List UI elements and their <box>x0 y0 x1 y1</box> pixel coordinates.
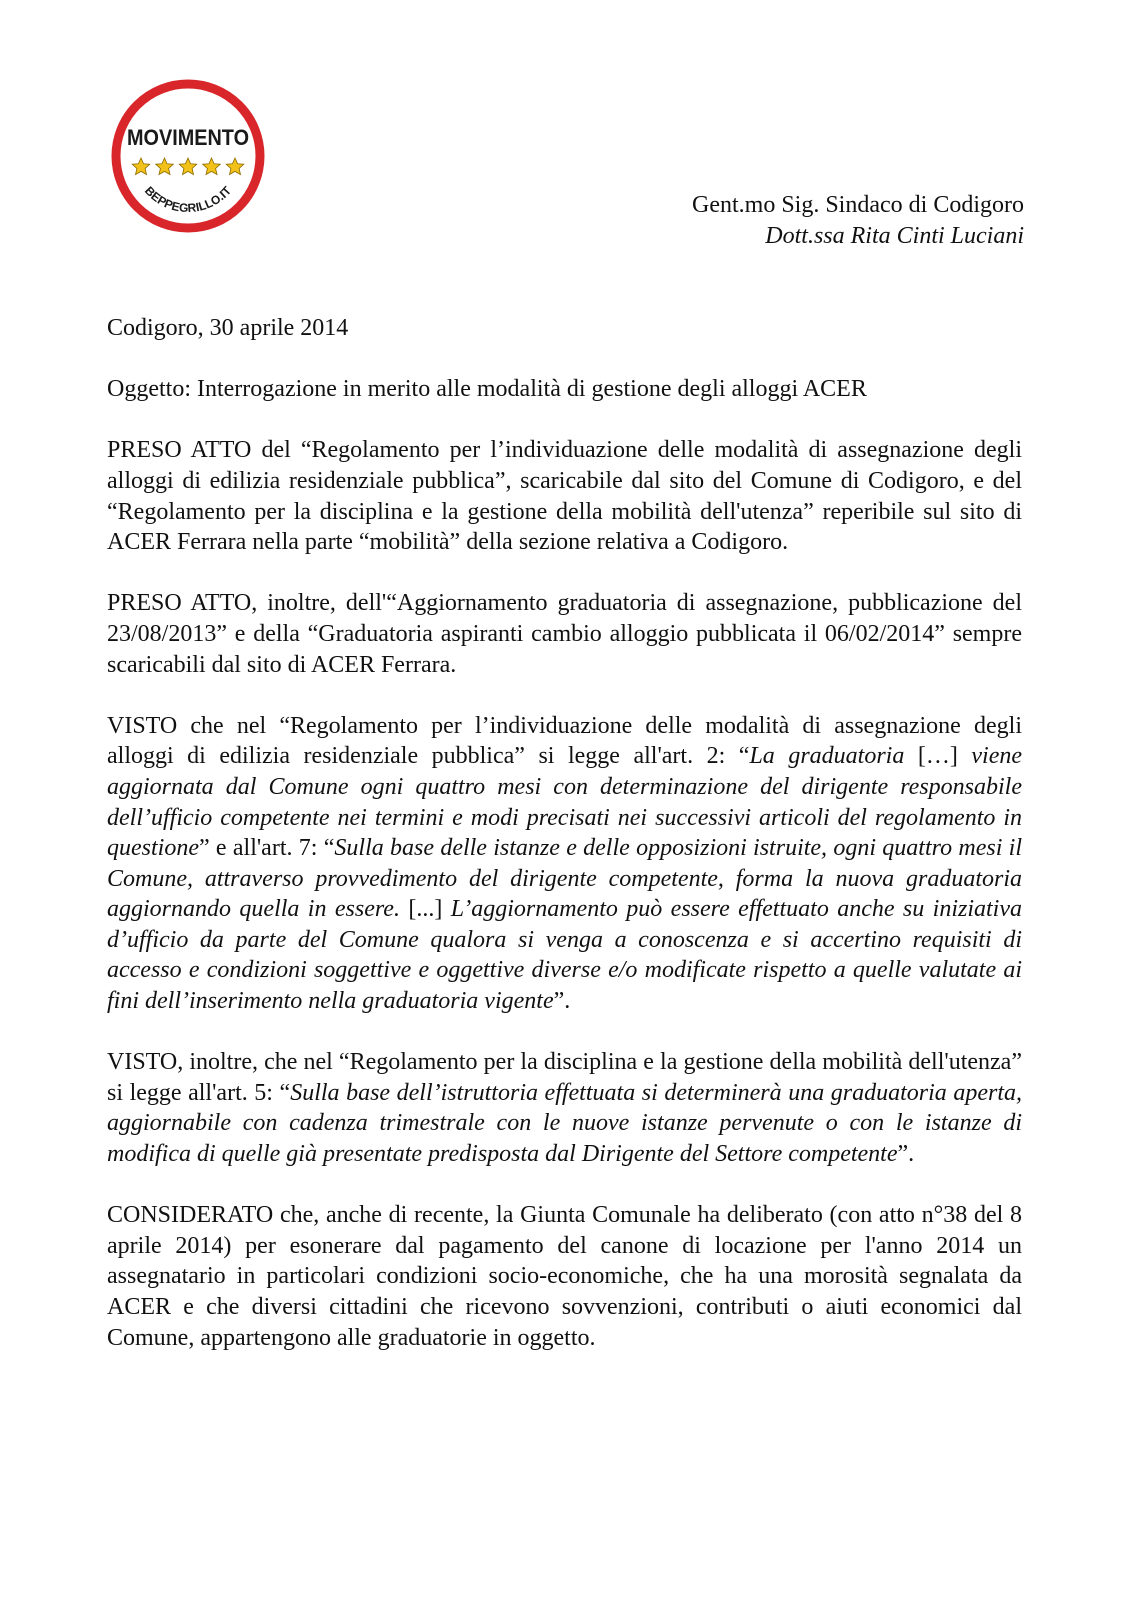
addressee-title: Gent.mo Sig. Sindaco di Codigoro <box>692 192 1024 218</box>
visto-ellipsis-2: [...] <box>399 896 451 923</box>
visto-ellipsis-1: […] <box>904 743 972 770</box>
visto-text-1: VISTO che nel “Regolamento per l’individuazione delle modalità di assegnazione degli alloggi di edilizia residenziale pubblica” si legge all'art. 2: “ <box>107 712 1022 770</box>
paragraph-preso-atto: PRESO ATTO del “Regolamento per l’individuazione delle modalità di assegnazione degli alloggi di edilizia residenziale pubblica”, scaricabile dal sito del Comune di Codigoro, e del “Regolamento per la disciplina e la gestione della mobilità dell'utenza” reperibile sul sito di ACER Ferrara nella parte “mobilità” della sezione relativa a Codigoro. <box>107 437 1022 556</box>
logo-bottom-text: BEPPEGRILLO.IT <box>141 183 235 216</box>
paragraph-considerato: CONSIDERATO che, anche di recente, la Giunta Comunale ha deliberato (con atto n°38 del 8 aprile 2014) per esonerare dal pagamento del canone di locazione per l'anno 2014 un assegnatario in particolari condizioni socio-economiche, che ha una morosità segnalata da ACER e che diversi cittadini che ricevono sovvenzioni, contributi o aiuti economici dal Comune, appartengono alle graduatorie in oggetto. <box>107 1202 1022 1351</box>
visto-quote-1: La graduatoria <box>749 743 905 770</box>
subject-line: Oggetto: Interrogazione in merito alle modalità di gestione degli alloggi ACER <box>107 376 867 403</box>
addressee-name: Dott.ssa Rita Cinti Luciani <box>765 223 1024 249</box>
logo-top-text: MOVIMENTO <box>127 125 249 150</box>
paragraph-preso-atto-inoltre: PRESO ATTO, inoltre, dell'“Aggiornamento graduatoria di assegnazione, pubblicazione del 23/08/2013” e della “Graduatoria aspiranti cambio alloggio pubblicata il 06/02/2014” sempre scaricabili dal sito di ACER Ferrara. <box>107 590 1022 678</box>
visto-inoltre-text-1: VISTO, inoltre, che nel “Regolamento per la disciplina e la gestione della mobilità dell'utenza” si legge all'art. 5: “ <box>107 1049 1022 1106</box>
visto-inoltre-quote: Sulla base dell’istruttoria effettuata si determinerà una graduatoria aperta, aggiornabile con cadenza trimestrale con le nuove istanze pervenute o con le istanze di modifica di quelle già presentate predisposta dal Dirigente del Settore competente <box>107 1079 1022 1168</box>
movimento-logo <box>110 78 266 234</box>
date-line: Codigoro, 30 aprile 2014 <box>107 315 349 341</box>
visto-quote-3: Sulla base delle istanze e delle opposizioni istruite, ogni quattro mesi il Comune, attraverso provvedimento del dirigente competente, forma la nuova graduatoria aggiornando quella in essere. <box>107 835 1023 923</box>
paragraph-visto <box>107 711 1022 1017</box>
visto-text-3: ”. <box>553 988 571 1015</box>
visto-text-2: ” e all'art. 7: “ <box>198 835 335 862</box>
visto-inoltre-text-2: ”. <box>897 1141 915 1168</box>
letter-body <box>107 313 1022 1384</box>
addressee-block <box>692 190 1024 252</box>
paragraph-visto-inoltre <box>107 1047 1022 1169</box>
visto-quote-2: viene aggiornata dal Comune ogni quattro mesi con determinazione del dirigente responsabile dell’ufficio competente nei termini e modi precisati nei successivi articoli del regolamento in questione <box>107 743 1022 862</box>
visto-quote-4: L’aggiornamento può essere effettuato anche su iniziativa d’ufficio da parte del Comune qualora si venga a conoscenza e si accertino requisiti di accesso e condizioni soggettive e oggettive diverse e/o modificate rispetto a quelle valutate ai fini dell’inserimento nella graduatoria vigente <box>107 896 1023 1015</box>
